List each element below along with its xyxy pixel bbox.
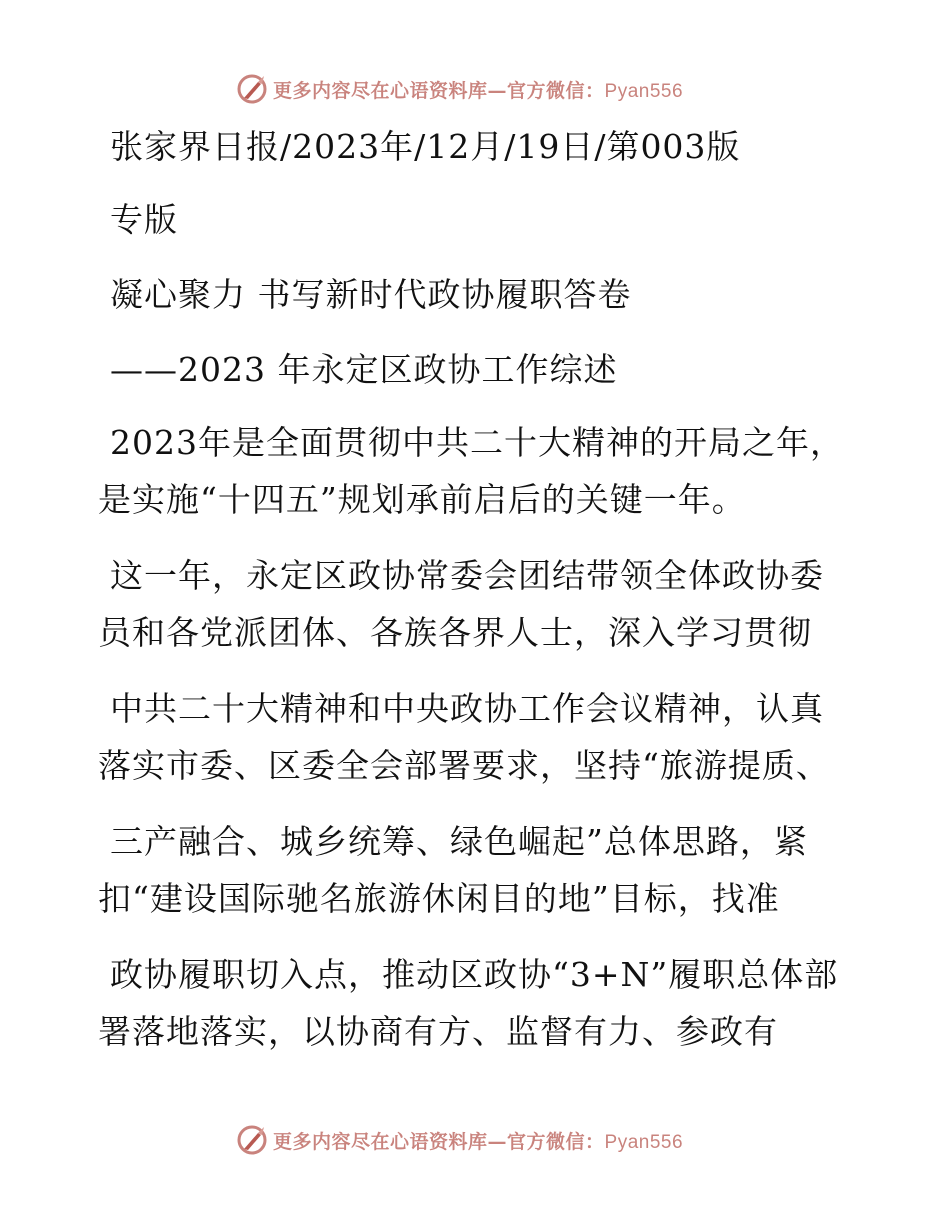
body-line: 政协履职切入点，推动区政协“3+N”履职总体部 [110, 955, 839, 994]
watermark-footer [235, 1123, 683, 1157]
watermark-text [273, 76, 683, 103]
quill-logo-icon [235, 72, 269, 106]
newspaper-source-line: 张家界日报/2023年/12月/19日/第003版 [110, 127, 741, 166]
body-line: 扣“建设国际驰名旅游休闲目的地”目标，找准 [98, 879, 780, 918]
body-line: 是实施“十四五”规划承前启后的关键一年。 [98, 480, 746, 519]
watermark-account: Pyan556 [604, 1131, 684, 1153]
body-line: 2023年是全面贯彻中共二十大精神的开局之年， [110, 423, 844, 462]
watermark-label: 更多内容尽在心语资料库—官方微信： [273, 1130, 605, 1153]
body-line: 三产融合、城乡统筹、绿色崛起”总体思路，紧 [110, 822, 808, 861]
article-title: 凝心聚力 书写新时代政协履职答卷 [110, 275, 632, 314]
body-line: 落实市委、区委全会部署要求，坚持“旅游提质、 [98, 746, 830, 785]
body-line: 中共二十大精神和中央政协工作会议精神，认真 [110, 689, 824, 728]
article-subtitle: ——2023 年永定区政协工作综述 [110, 350, 618, 389]
quill-logo-icon [235, 1123, 269, 1157]
section-label: 专版 [110, 200, 178, 239]
body-line: 这一年，永定区政协常委会团结带领全体政协委 [110, 556, 824, 595]
watermark-account: Pyan556 [604, 80, 684, 102]
watermark-header [235, 72, 683, 106]
watermark-label: 更多内容尽在心语资料库—官方微信： [273, 79, 605, 102]
body-line: 员和各党派团体、各族各界人士，深入学习贯彻 [98, 613, 812, 652]
watermark-text [273, 1127, 683, 1154]
body-line: 署落地落实，以协商有方、监督有力、参政有 [98, 1012, 778, 1051]
